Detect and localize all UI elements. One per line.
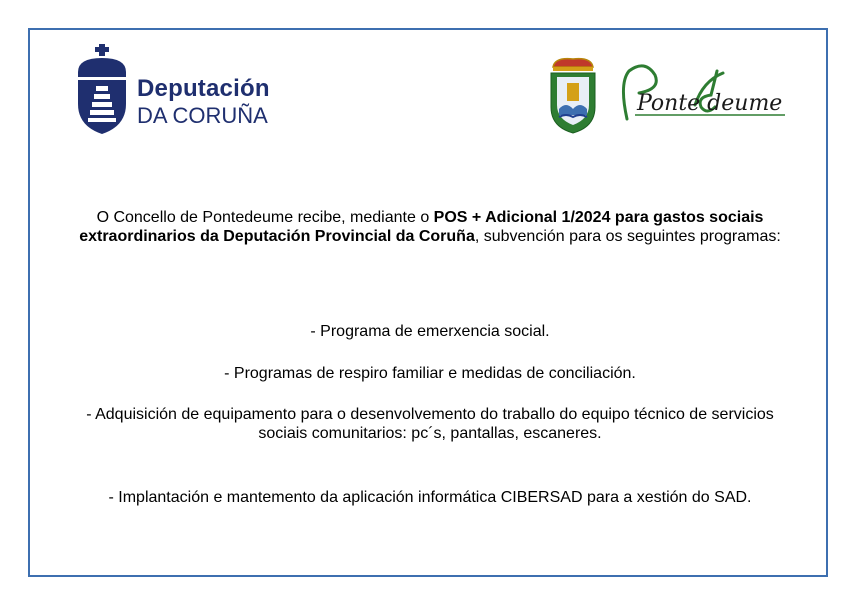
intro-text-end: , subvención para os seguintes programas: xyxy=(474,228,781,245)
program-item: - Programa de emerxencia social. xyxy=(310,323,550,340)
pontedeume-wordmark-text: Ponte deume xyxy=(637,91,783,116)
intro-grant-name: POS + Adicional 1/2024 para gastos sociais extraordinarios da Deputación Provincial da Coruña xyxy=(79,209,764,245)
pontedeume-coat-of-arms-icon xyxy=(545,55,601,135)
program-item: - Adquisición de equipamento para o desenvolvemento do traballo do equipo técnico de servicios sociais comunitarios: pc´s, pantallas, escaneres. xyxy=(86,406,774,442)
pontedeume-logo xyxy=(545,55,795,135)
program-item: - Programas de respiro familiar e medidas de conciliación. xyxy=(224,365,636,382)
deputacion-crest-icon xyxy=(72,42,132,137)
deputacion-logo xyxy=(72,42,287,137)
deputacion-name-line1: Deputación xyxy=(137,75,270,102)
intro-text-start: O Concello de Pontedeume recibe, mediante o xyxy=(96,209,434,226)
deputacion-name-line2: DA CORUÑA xyxy=(137,103,268,128)
program-item: - Implantación e mantemento da aplicación informática CIBERSAD para a xestión do SAD. xyxy=(108,489,752,506)
intro-paragraph xyxy=(60,208,800,246)
